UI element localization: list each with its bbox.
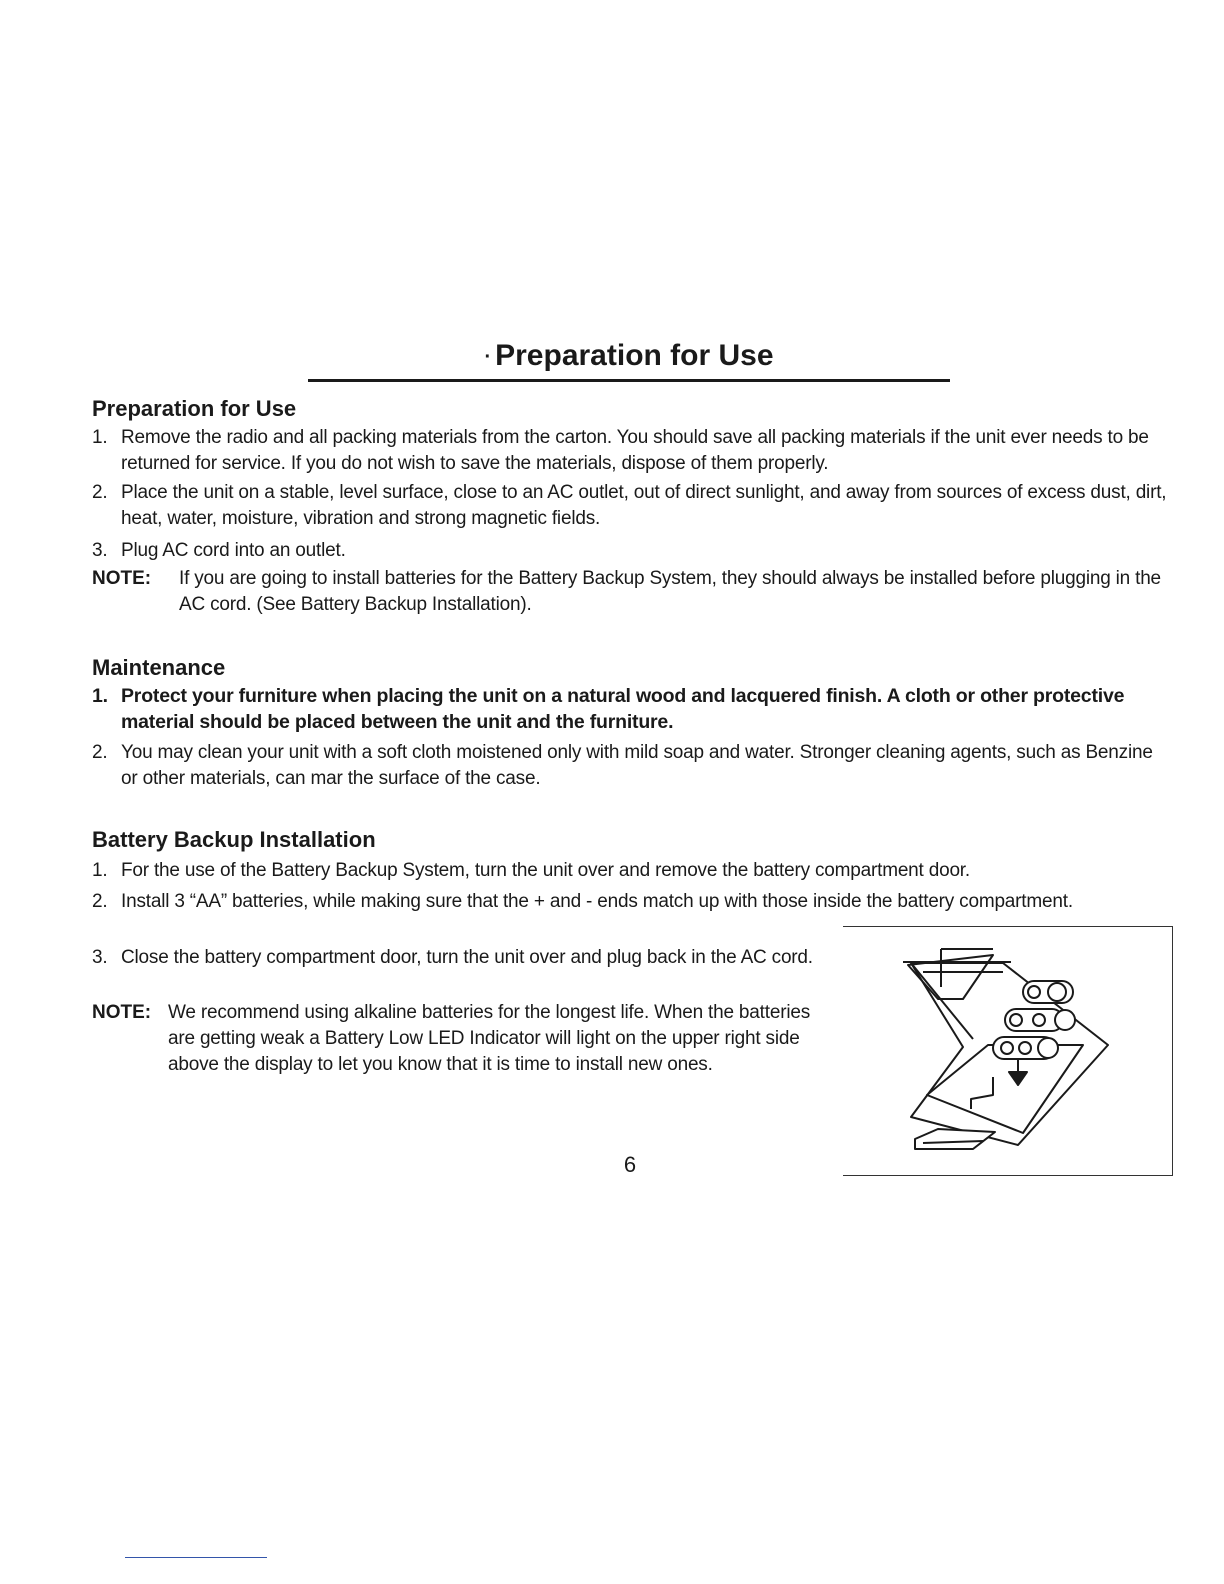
- title-dot: ·: [484, 346, 492, 369]
- page-title: · Preparation for Use: [308, 336, 950, 382]
- maintenance-item-1: 1. Protect your furniture when placing the unit on a natural wood and lacquered finish. A cloth or other protective material should be placed between the unit and the furniture.: [92, 685, 1125, 733]
- battery-note-label: NOTE:: [92, 1002, 152, 1023]
- page-number: 6: [623, 1152, 637, 1177]
- battery-item-1: 1. For the use of the Battery Backup System, turn the unit over and remove the battery compartment door.: [92, 860, 970, 881]
- prep-note-label: NOTE:: [92, 568, 152, 589]
- battery-compartment-figure: [843, 926, 1173, 1176]
- battery-note-text: We recommend using alkaline batteries for the longest life. When the batteries are getting weak a Battery Low LED Indicator will light on the upper right side above the display to let you know that it is time to install new ones.: [168, 1002, 811, 1075]
- prep-item-2: 2. Place the unit on a stable, level surface, close to an AC outlet, out of direct sunlight, and away from sources of excess dust, dirt, heat, water, moisture, vibration and strong magnetic fields.: [92, 482, 1167, 529]
- maintenance-item-2: 2. You may clean your unit with a soft cloth moistened only with mild soap and water. Stronger cleaning agents, such as Benzine or other materials, can mar the surface of the case.: [92, 742, 1153, 789]
- footer-line: [125, 1557, 267, 1558]
- battery-heading: Battery Backup Installation: [92, 827, 376, 852]
- battery-compartment-illustration: [843, 927, 1173, 1177]
- prep-note-text: If you are going to install batteries for the Battery Backup System, they should always be installed before plugging in the AC cord. (See Battery Backup Installation).: [179, 568, 1161, 615]
- battery-item-2: 2. Install 3 “AA” batteries, while making sure that the + and - ends match up with those inside the battery compartment.: [92, 891, 1073, 912]
- prep-heading: Preparation for Use: [92, 396, 297, 421]
- battery-item-3: 3. Close the battery compartment door, turn the unit over and plug back in the AC cord.: [92, 947, 813, 968]
- prep-item-1: 1. Remove the radio and all packing materials from the carton. You should save all packing materials if the unit ever needs to be returned for service. If you do not wish to save the materials, dispose of them properly.: [92, 427, 1149, 474]
- prep-item-3: 3. Plug AC cord into an outlet.: [92, 540, 346, 561]
- maintenance-heading: Maintenance: [92, 655, 226, 680]
